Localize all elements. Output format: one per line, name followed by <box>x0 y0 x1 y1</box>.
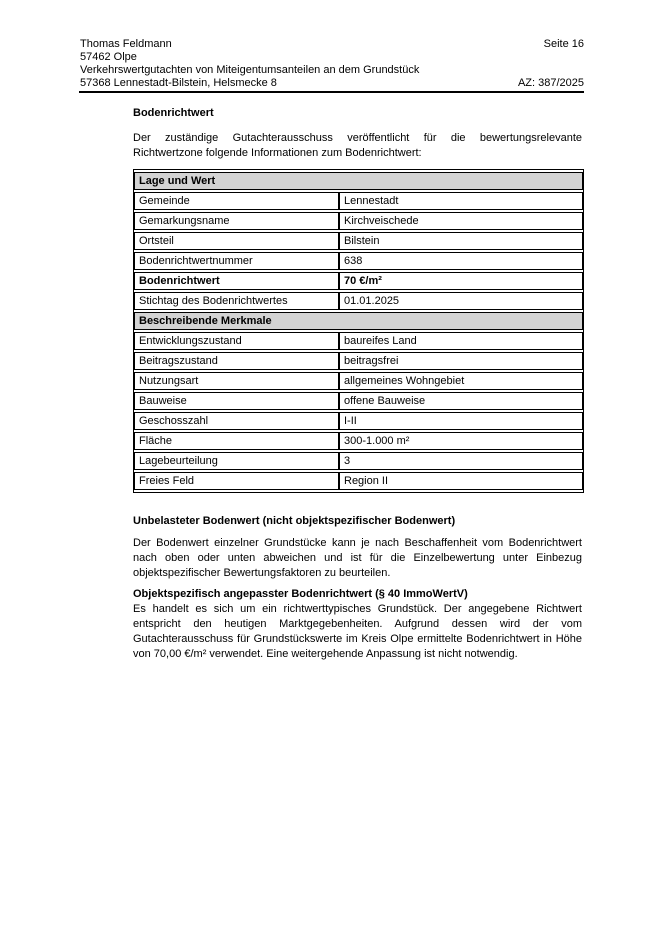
table-section-header: Lage und Wert <box>134 172 583 190</box>
section-title: Bodenrichtwert <box>133 107 214 119</box>
table-row <box>134 372 583 390</box>
table-row <box>134 452 583 470</box>
table-section-header-row <box>134 172 583 190</box>
row-value: allgemeines Wohngebiet <box>339 372 583 390</box>
table-row-bodenrichtwert <box>134 272 583 290</box>
table-row <box>134 392 583 410</box>
row-value: 3 <box>339 452 583 470</box>
row-value: beitragsfrei <box>339 352 583 370</box>
bodenrichtwert-table <box>133 169 584 493</box>
table-row <box>134 192 583 210</box>
header-doc-type: Verkehrswertgutachten von Miteigentumsanteilen an dem Grundstück <box>80 64 420 76</box>
row-value: offene Bauweise <box>339 392 583 410</box>
row-label: Fläche <box>134 432 339 450</box>
content-area <box>133 106 582 668</box>
header-property-address: 57368 Lennestadt-Bilstein, Helsmecke 8 <box>80 77 277 89</box>
row-label: Freies Feld <box>134 472 339 490</box>
subsection-heading-unbelasteter-bodenwert: Unbelasteter Bodenwert (nicht objektspezifischer Bodenwert) <box>133 515 456 527</box>
row-value: 01.01.2025 <box>339 292 583 310</box>
row-label: Gemarkungsname <box>134 212 339 230</box>
row-label: Bodenrichtwert <box>134 272 339 290</box>
row-value: baureifes Land <box>339 332 583 350</box>
row-label: Entwicklungszustand <box>134 332 339 350</box>
table-row <box>134 212 583 230</box>
row-label: Nutzungsart <box>134 372 339 390</box>
table-row <box>134 412 583 430</box>
row-value: Kirchveischede <box>339 212 583 230</box>
row-label: Stichtag des Bodenrichtwertes <box>134 292 339 310</box>
table-row <box>134 472 583 490</box>
row-label: Beitragszustand <box>134 352 339 370</box>
table-row <box>134 432 583 450</box>
row-value: Bilstein <box>339 232 583 250</box>
header-author: Thomas Feldmann <box>80 38 172 50</box>
header-divider <box>79 91 584 93</box>
header-author-city: 57462 Olpe <box>80 51 137 63</box>
intro-paragraph: Der zuständige Gutachterausschuss veröffentlicht für die bewertungsrelevante Richtwertzone folgende Informationen zum Bodenrichtwert: <box>133 132 582 159</box>
page-number: Seite 16 <box>543 38 584 50</box>
table-row <box>134 292 583 310</box>
row-value: 70 €/m² <box>339 272 583 290</box>
page-header <box>80 38 584 90</box>
table-row <box>134 352 583 370</box>
subsection-body: Der Bodenwert einzelner Grundstücke kann je nach Beschaffenheit vom Bodenrichtwert nach oben oder unten abweichen und ist für die Einzelbewertung unter Einbezug objektspezifischer Bewertungsfaktoren zu beurteilen. <box>133 537 582 579</box>
row-label: Ortsteil <box>134 232 339 250</box>
row-label: Lagebeurteilung <box>134 452 339 470</box>
row-label: Gemeinde <box>134 192 339 210</box>
subsection-body: Es handelt es sich um ein richtwerttypisches Grundstück. Der angegebene Richtwert entspricht den heutigen Marktgegebenheiten. Aufgrund dessen wird der vom Gutachterausschuss für Grundstückswerte im Kreis Olpe ermittelte Bodenrichtwert in Höhe von 70,00 €/m² verwendet. Eine weitergehende Anpassung ist nicht notwendig. <box>133 603 582 660</box>
row-value: 300-1.000 m² <box>339 432 583 450</box>
row-label: Bauweise <box>134 392 339 410</box>
row-value: 638 <box>339 252 583 270</box>
table-row <box>134 232 583 250</box>
subsection-heading-objektspezifisch: Objektspezifisch angepasster Bodenrichtwert (§ 40 ImmoWertV) <box>133 588 468 600</box>
row-label: Geschosszahl <box>134 412 339 430</box>
table-row <box>134 252 583 270</box>
row-value: Region II <box>339 472 583 490</box>
table-section-header: Beschreibende Merkmale <box>134 312 583 330</box>
table-section-header-row <box>134 312 583 330</box>
row-label: Bodenrichtwertnummer <box>134 252 339 270</box>
file-number: AZ: 387/2025 <box>517 77 584 89</box>
table-row <box>134 332 583 350</box>
row-value: Lennestadt <box>339 192 583 210</box>
row-value: I-II <box>339 412 583 430</box>
